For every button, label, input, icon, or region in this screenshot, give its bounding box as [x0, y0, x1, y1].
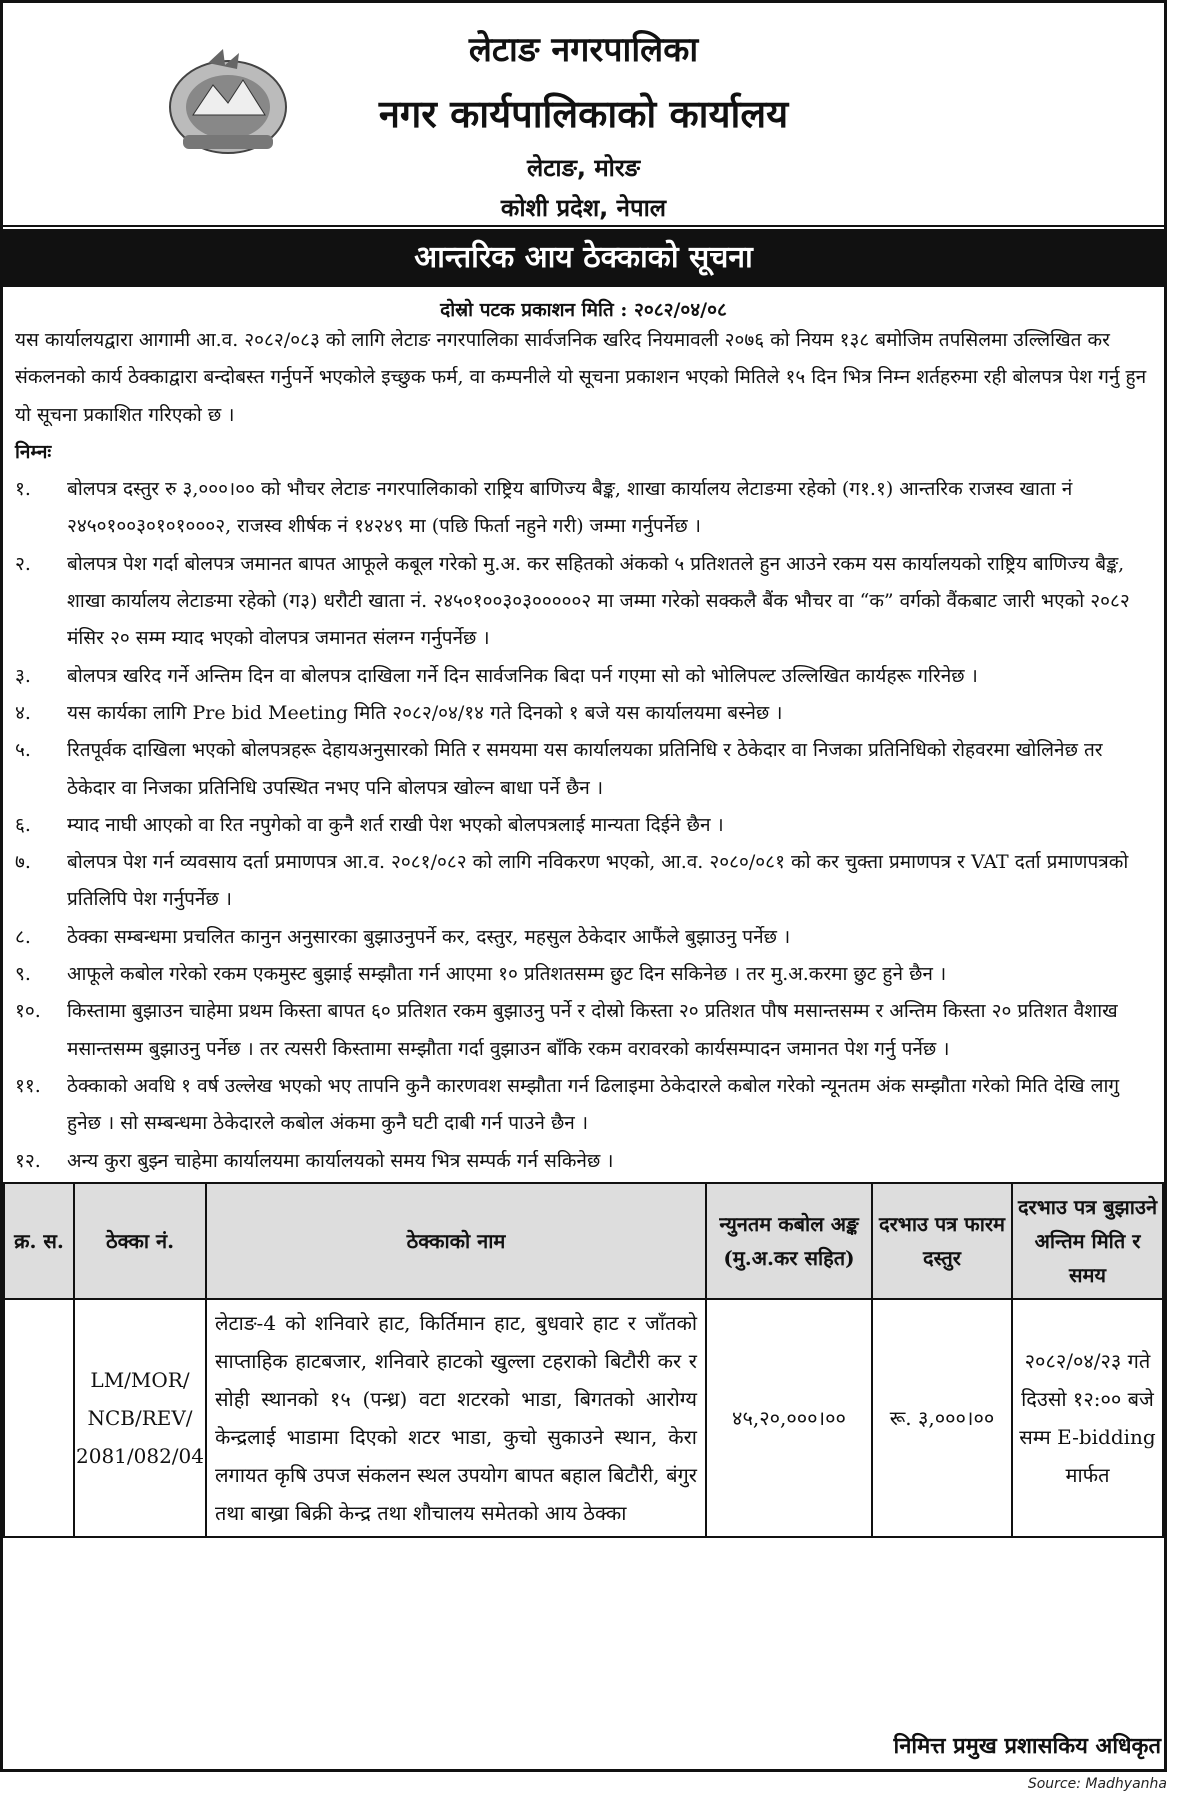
condition-item: [15, 1068, 1150, 1143]
condition-text: ठेक्का सम्बन्धमा प्रचलित कानुन अनुसारका बुझाउनुपर्ने कर, दस्तुर, महसुल ठेकेदार आफैंले बुझाउनु पर्नेछ ।: [67, 925, 791, 948]
condition-text: ठेक्काको अवधि १ वर्ष उल्लेख भएको भए तापनि कुनै कारणवश सम्झौता गर्न ढिलाइमा ठेकेदारले कबोल गरेको न्यूनतम अंक सम्झौता गरेको मिति देखि लागु हुनेछ । सो सम्बन्धमा ठेकेदारले कबोल अंकमा कुनै घटी दाबी गर्न पाउने छैन ।: [67, 1074, 1120, 1135]
condition-item: [15, 1143, 1150, 1180]
table-header-row: [4, 1183, 1163, 1299]
condition-text: यस कार्यका लागि Pre bid Meeting मिति २०८२/०४/१४ गते दिनको १ बजे यस कार्यालयमा बस्नेछ ।: [67, 701, 783, 724]
cell-deadline: २०८२/०४/२३ गते दिउसो १२:०० बजे सम्म E-bidding मार्फत: [1012, 1299, 1163, 1537]
table-row: [4, 1299, 1163, 1537]
address-line: लेटाङ, मोरङ: [526, 154, 641, 182]
col-contract-name: ठेक्काको नाम: [206, 1183, 706, 1299]
publish-date: दोस्रो पटक प्रकाशन मिति : २०८२/०४/०८: [440, 299, 727, 321]
condition-number: १२.: [15, 1149, 41, 1172]
signature: निमित्त प्रमुख प्रशासकिय अधिकृत: [893, 1734, 1161, 1759]
cell-contract-no: LM/MOR/ NCB/REV/ 2081/082/04: [74, 1299, 206, 1537]
condition-number: ८.: [15, 925, 31, 948]
province-line: कोशी प्रदेश, नेपाल: [500, 194, 667, 222]
condition-item: [15, 807, 1150, 844]
condition-text: म्याद नाघी आएको वा रित नपुगेको वा कुनै शर्त राखी पेश भएको बोलपत्रलाई मान्यता दिईने छैन ।: [67, 813, 724, 836]
cell-sn: [4, 1299, 74, 1537]
office-name: नगर कार्यपालिकाको कार्यालय: [378, 92, 789, 136]
col-deadline: दरभाउ पत्र बुझाउने अन्तिम मिति र समय: [1012, 1183, 1163, 1299]
col-sn: क्र. स.: [4, 1183, 74, 1299]
header: [3, 3, 1164, 227]
condition-text: किस्तामा बुझाउन चाहेमा प्रथम किस्ता बापत ६० प्रतिशत रकम बुझाउनु पर्ने र दोस्रो किस्ता २० प्रतिशत पौष मसान्तसम्म र अन्तिम किस्ता २० प्रतिशत वैशाख मसान्तसम्म बुझाउनु पर्नेछ । तर त्यसरी किस्तामा सम्झौता गर्दा वुझाउन बाँकि रकम वरावरको कार्यसम्पादन जमानत पेश गर्नु पर्नेछ ।: [67, 1000, 1118, 1060]
condition-number: ५.: [15, 739, 31, 762]
condition-item: [15, 471, 1150, 546]
intro-paragraph: यस कार्यालयद्वारा आगामी आ.व. २०८२/०८३ को लागि लेटाङ नगरपालिका सार्वजनिक खरिद नियमावली २०७६ को नियम १३८ बमोजिम तपसिलमा उल्लिखित कर संकलनको कार्य ठेक्काद्वारा बन्दोबस्त गर्नुपर्ने भएकोले इच्छुक फर्म, वा कम्पनीले यो सूचना प्रकाशन भएको मितिले १५ दिन भित्र निम्न शर्तहरुमा रही बोलपत्र पेश गर्नु हुन यो सूचना प्रकाशित गरिएको छ ।: [15, 329, 1147, 426]
condition-number: २.: [15, 552, 31, 575]
cell-min-bid: ४५,२०,०००।००: [706, 1299, 872, 1537]
condition-item: [15, 546, 1150, 658]
condition-item: [15, 658, 1150, 695]
notice-body: [3, 322, 1164, 1180]
municipality-name: लेटाङ नगरपालिका: [468, 30, 699, 70]
source-credit: Source: Madhyanha: [1027, 1776, 1167, 1792]
condition-number: ७.: [15, 851, 31, 874]
condition-text: बोलपत्र खरिद गर्ने अन्तिम दिन वा बोलपत्र दाखिला गर्ने दिन सार्वजनिक बिदा पर्न गएमा सो को भोलिपल्ट उल्लिखित कार्यहरू गरिनेछ ।: [67, 664, 978, 687]
condition-item: [15, 695, 1150, 732]
contract-table: [3, 1182, 1164, 1538]
conditions-heading: निम्नः: [15, 440, 52, 463]
condition-text: बोलपत्र पेश गर्दा बोलपत्र जमानत बापत आफूले कबूल गरेको मु.अ. कर सहितको अंकको ५ प्रतिशतले हुन आउने रकम यस कार्यालयको राष्ट्रिय बाणिज्य बैङ्क, शाखा कार्यालय लेटाङमा रहेको (ग३) धरौटी खाता नं. २४५०१००३०३०००००२ मा जम्मा गरेको सक्कलै बैंक भौचर वा “क” वर्गको वैंकबाट जारी भएको २०८२ मंसिर २० सम्म म्याद भएको वोलपत्र जमानत संलग्न गर्नुपर्नेछ ।: [67, 552, 1130, 650]
conditions-list: [15, 471, 1150, 1180]
col-form-fee: दरभाउ पत्र फारम दस्तुर: [872, 1183, 1012, 1299]
condition-item: [15, 993, 1150, 1068]
condition-text: बोलपत्र दस्तुर रु ३,०००।०० को भौचर लेटाङ नगरपालिकाको राष्ट्रिय बाणिज्य बैङ्क, शाखा कार्यालय लेटाङमा रहेको (ग१.१) आन्तरिक राजस्व खाता नं २४५०१००३०१०१०००२, राजस्व शीर्षक नं १४२४९ मा (पछि फिर्ता नहुने गरी) जम्मा गर्नुपर्नेछ ।: [67, 478, 1073, 538]
condition-number: ९.: [15, 963, 31, 986]
condition-item: [15, 919, 1150, 956]
condition-number: १.: [15, 478, 31, 501]
condition-item: [15, 732, 1150, 807]
condition-text: रितपूर्वक दाखिला भएको बोलपत्रहरू देहायअनुसारको मिति र समयमा यस कार्यालयका प्रतिनिधि र ठेकेदार वा निजका प्रतिनिधिको रोहवरमा खोलिनेछ तर ठेकेदार वा निजका प्रतिनिधि उपस्थित नभए पनि बोलपत्र खोल्न बाधा पर्ने छैन ।: [67, 739, 1103, 799]
condition-text: बोलपत्र पेश गर्न व्यवसाय दर्ता प्रमाणपत्र आ.व. २०८१/०८२ को लागि नविकरण भएको, आ.व. २०८०/०८१ को कर चुक्ता प्रमाणपत्र र VAT दर्ता प्रमाणपत्रको प्रतिलिपि पेश गर्नुपर्नेछ ।: [67, 851, 1129, 911]
notice-title: आन्तरिक आय ठेक्काको सूचना: [3, 229, 1164, 287]
condition-number: ४.: [15, 701, 31, 724]
condition-number: ६.: [15, 813, 31, 836]
col-min-bid: न्युनतम कबोल अङ्क (मु.अ.कर सहित): [706, 1183, 872, 1299]
col-contract-no: ठेक्का नं.: [74, 1183, 206, 1299]
condition-number: ३.: [15, 664, 31, 687]
condition-number: १०.: [15, 1000, 41, 1023]
cell-form-fee: रू. ३,०००।००: [872, 1299, 1012, 1537]
condition-text: आफूले कबोल गरेको रकम एकमुस्ट बुझाई सम्झौता गर्न आएमा १० प्रतिशतसम्म छुट दिन सकिनेछ । तर मु.अ.करमा छुट हुने छैन ।: [67, 963, 947, 986]
condition-text: अन्य कुरा बुझ्न चाहेमा कार्यालयमा कार्यालयको समय भित्र सम्पर्क गर्न सकिनेछ ।: [67, 1149, 614, 1172]
cell-contract-name: लेटाङ-4 को शनिवारे हाट, किर्तिमान हाट, बुधवारे हाट र जाँतको साप्ताहिक हाटबजार, शनिवारे हाटको खुल्ला टहराको बिटौरी कर र सोही स्थानको १५ (पन्ध्र) वटा शटरको भाडा, बिगतको आरोग्य केन्द्रलाई भाडामा दिएको शटर भाडा, कुचो सुकाउने स्थान, केरा लगायत कृषि उपज संकलन स्थल उपयोग बापत बहाल बिटौरी, बंगुर तथा बाख्रा बिक्री केन्द्र तथा शौचालय समेतको आय ठेक्का: [206, 1299, 706, 1537]
condition-number: ११.: [15, 1074, 41, 1097]
condition-item: [15, 956, 1150, 993]
condition-item: [15, 844, 1150, 919]
